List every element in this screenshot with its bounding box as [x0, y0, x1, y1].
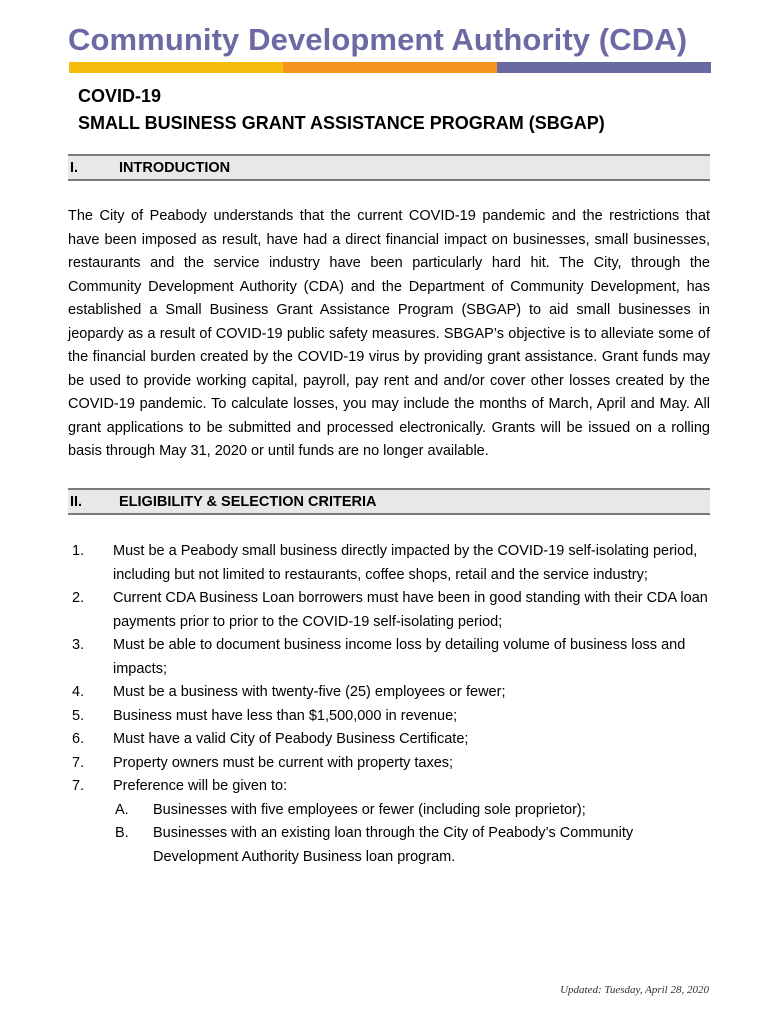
list-text: Property owners must be current with property taxes;	[113, 754, 454, 771]
criteria-list	[68, 540, 710, 869]
updated-date: Updated: Tuesday, April 28, 2020	[560, 984, 709, 996]
header-bar-yellow	[69, 62, 283, 73]
list-number: 6.	[72, 731, 85, 747]
list-letter: B.	[115, 825, 129, 841]
list-number: 1.	[72, 543, 85, 559]
header-bar-purple	[497, 62, 711, 73]
section-number: I.	[70, 160, 79, 176]
list-number: 7.	[72, 778, 85, 794]
program-line-2: SMALL BUSINESS GRANT ASSISTANCE PROGRAM (SBGAP)	[78, 113, 605, 133]
section-label: INTRODUCTION	[119, 160, 231, 176]
list-letter: A.	[115, 801, 129, 818]
list-text: Business must have less than $1,500,000 in revenue;	[113, 707, 458, 724]
list-item	[68, 587, 710, 634]
program-line-1: COVID-19	[78, 86, 162, 106]
header-bar-orange	[283, 62, 497, 73]
list-item	[68, 728, 710, 752]
list-number: 2.	[72, 590, 85, 606]
section-heading-eligibility	[68, 488, 710, 515]
list-text: Must be able to document business income loss by detailing volume of business loss and impacts;	[113, 637, 686, 677]
sub-list-item	[113, 822, 710, 869]
list-text: Current CDA Business Loan borrowers must have been in good standing with their CDA loan payments prior to prior to the COVID-19 self-isolating period;	[113, 590, 708, 630]
section-label: ELIGIBILITY & SELECTION CRITERIA	[119, 494, 377, 510]
list-number: 7.	[72, 754, 85, 771]
list-text: Businesses with five employees or fewer (including sole proprietor);	[153, 801, 586, 818]
list-item	[68, 634, 710, 681]
preference-list	[113, 799, 710, 870]
list-text: Preference will be given to:	[113, 778, 288, 794]
list-number: 3.	[72, 637, 85, 653]
list-number: 4.	[72, 684, 85, 700]
section-heading-introduction	[68, 154, 710, 181]
list-item	[68, 540, 710, 587]
list-text: Must be a Peabody small business directly impacted by the COVID-19 self-isolating period, including but not limited to restaurants, coffee shops, retail and the service industry;	[113, 543, 698, 583]
list-text: Businesses with an existing loan through the City of Peabody’s Community Development Authority Business loan program.	[153, 825, 634, 865]
list-item	[68, 775, 710, 869]
section-number: II.	[70, 494, 83, 510]
sub-list-item	[113, 799, 710, 823]
list-item	[68, 681, 710, 705]
list-item	[68, 752, 710, 776]
list-text: Must be a business with twenty-five (25) employees or fewer;	[113, 684, 506, 700]
introduction-paragraph: The City of Peabody understands that the current COVID-19 pandemic and the restrictions that have been imposed as result, have had a direct financial impact on businesses, small businesses, restaurants and the service industry have been particularly hard hit. The City, through the Community Development Authority (CDA) and the Department of Community Development, has established a Small Business Grant Assistance Program (SBGAP) to aid small businesses in jeopardy as a result of COVID-19 public safety measures. SBGAP’s objective is to alleviate some of the financial burden created by the COVID-19 virus by providing grant assistance. Grant funds may be used to provide working capital, payroll, pay rent and and/or cover other losses created by the COVID-19 pandemic. To calculate losses, you may include the months of March, April and May. All grant applications to be submitted and processed electronically. Grants will be issued on a rolling basis through May 31, 2020 or until funds are no longer available.	[68, 208, 710, 459]
list-text: Must have a valid City of Peabody Business Certificate;	[113, 731, 469, 747]
document-title: Community Development Authority (CDA)	[68, 22, 688, 57]
list-number: 5.	[72, 707, 85, 724]
list-item	[68, 705, 710, 729]
